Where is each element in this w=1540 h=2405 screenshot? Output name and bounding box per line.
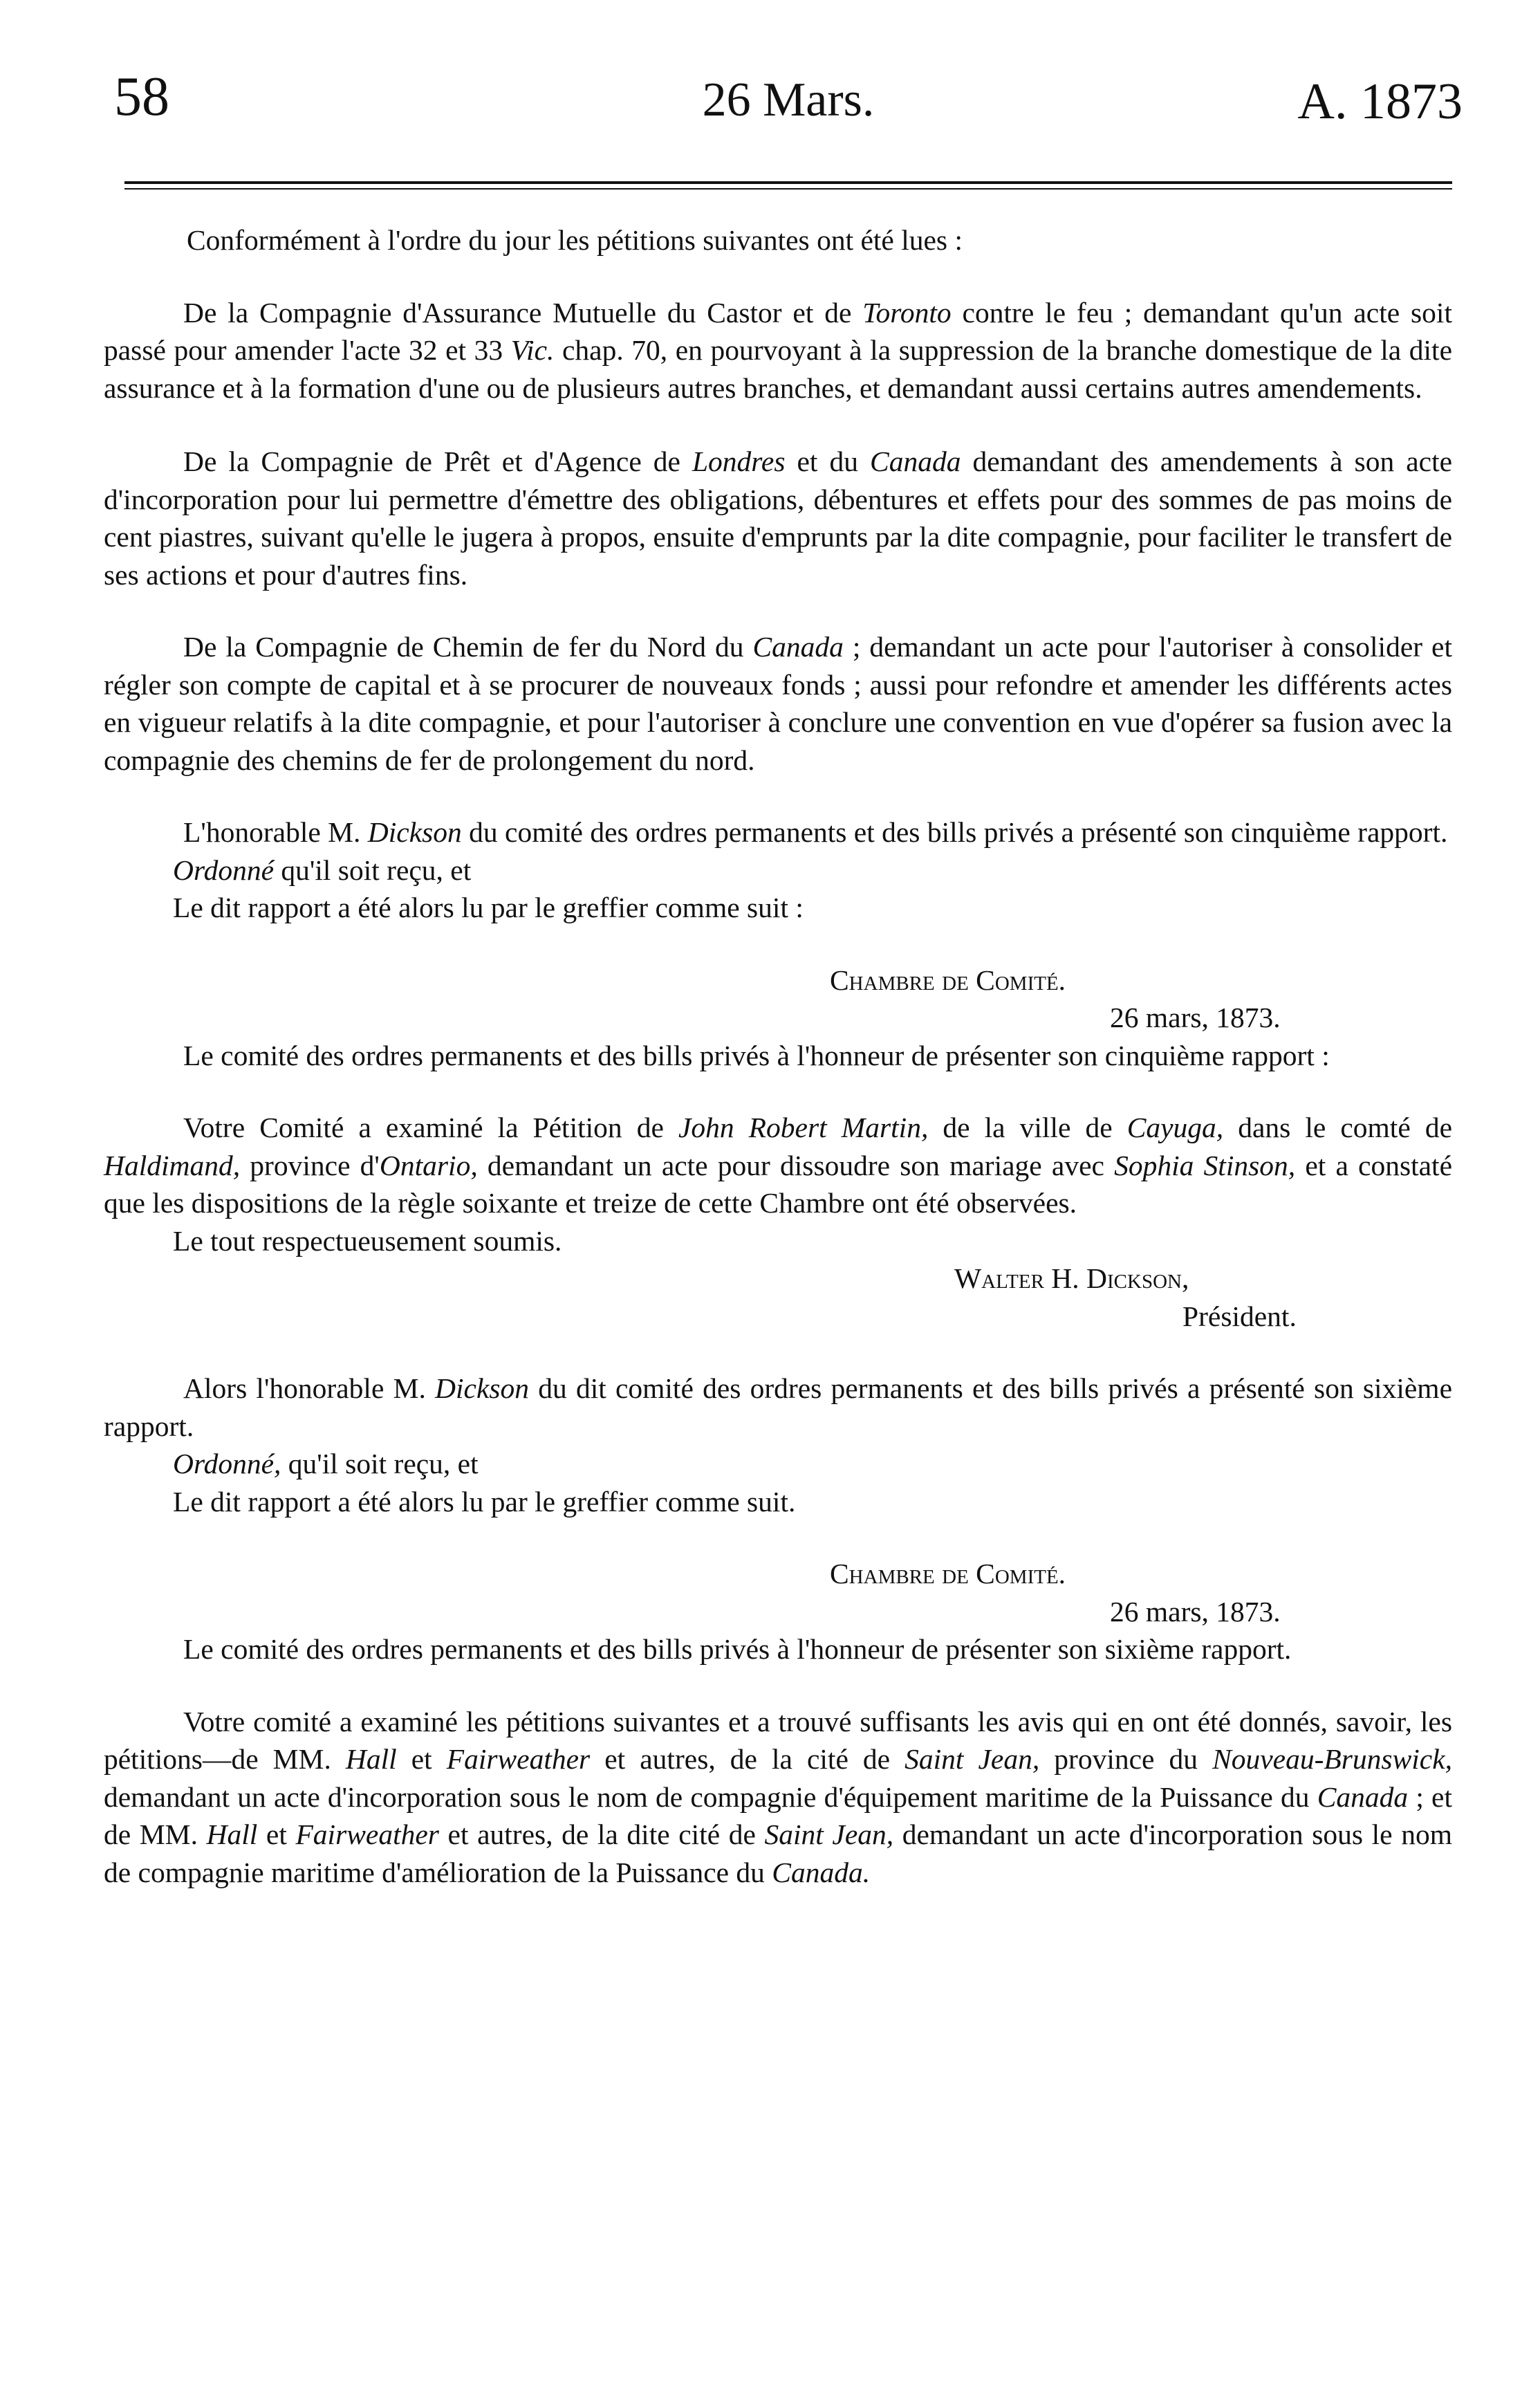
header-date: 26 Mars. [702, 73, 875, 127]
report1-body: Votre Comité a examiné la Pétition de John Robert Martin, de la ville de Cayuga, dans le comté de Haldimand, province d'Ontario, demandant un acte pour dissoudre son mariage avec Sophia Stinson, et a constaté que les dispositions de la règle soixante et treize de cette Chambre ont été observées. [104, 1112, 1453, 1219]
report1-intro: Le comité des ordres permanents et des bills privés à l'honneur de présenter son cinquième rapport : [183, 1039, 1330, 1071]
report1-chamber: Chambre de Comité. [830, 964, 1066, 996]
ordered-line: Ordonné qu'il soit reçu, et [173, 854, 472, 886]
report1-closing: Le tout respectueusement soumis. [173, 1224, 562, 1257]
report1-date: 26 mars, 1873. [1110, 1002, 1281, 1033]
report1-signer: Walter H. Dickson, [954, 1262, 1189, 1294]
read-line: Le dit rapport a été alors lu par le greffier comme suit : [173, 892, 804, 923]
report2-body: Votre comité a examiné les pétitions suivantes et a trouvé suffisants les avis qui en ont été donnés, savoir, les pétitions—de MM. Hall et Fairweather et autres, de la cité de Saint Jean, province du Nouveau-Brunswick, demandant un acte d'incorporation sous le nom de compagnie d'équipement maritime de la Puissance du Canada ; et de MM. Hall et Fairweather et autres, de la dite cité de Saint Jean, demandant un acte d'incorporation sous le nom de compagnie maritime d'amélioration de la Puissance du Canada. [104, 1705, 1452, 1888]
read-line-2: Le dit rapport a été alors lu par le greffier comme suit. [173, 1485, 796, 1518]
header-rule-thin [124, 188, 1452, 190]
header-year: A. 1873 [1297, 73, 1463, 130]
report2-intro: Le comité des ordres permanents et des bills privés à l'honneur de présenter son sixième rapport. [183, 1633, 1292, 1665]
page-number: 58 [114, 66, 169, 127]
paragraph-fifth-report: L'honorable M. Dickson du comité des ordres permanents et des bills privés a présenté son cinquième rapport. [183, 816, 1448, 848]
document-body [104, 221, 1452, 1891]
header-rule [124, 181, 1452, 184]
report1-signer-title: Président. [1182, 1300, 1297, 1332]
paragraph-petition-castor: De la Compagnie d'Assurance Mutuelle du Castor et de Toronto contre le feu ; demandant qu'un acte soit passé pour amender l'acte 32 et 33 Vic. chap. 70, en pourvoyant à la suppression de la branche domestique de la dite assurance et à la formation d'une ou de plusieurs autres branches, et demandant aussi certains autres amendements. [104, 296, 1452, 404]
page-header [114, 66, 1463, 145]
paragraph-petition-northern-railway: De la Compagnie de Chemin de fer du Nord du Canada ; demandant un acte pour l'autoriser à consolider et régler son compte de capital et à se procurer de nouveaux fonds ; aussi pour refondre et amender les différents actes en vigueur relatifs à la dite compagnie, et pour l'autoriser à conclure une convention en vue d'opérer sa fusion avec la compagnie des chemins de fer de prolongement du nord. [104, 631, 1452, 776]
paragraph-sixth-report: Alors l'honorable M. Dickson du dit comité des ordres permanents et des bills privés a présenté son sixième rapport. [104, 1372, 1452, 1442]
ordered-line-2: Ordonné, qu'il soit reçu, et [173, 1448, 479, 1480]
paragraph-order-of-day: Conformément à l'ordre du jour les pétitions suivantes ont été lues : [187, 224, 963, 256]
report2-chamber: Chambre de Comité. [830, 1558, 1066, 1589]
paragraph-petition-london-loan: De la Compagnie de Prêt et d'Agence de Londres et du Canada demandant des amendements à son acte d'incorporation pour lui permettre d'émettre des obligations, débentures et effets pour des sommes de pas moins de cent piastres, suivant qu'elle le jugera à propos, ensuite d'emprunts par la dite compagnie, pour faciliter le transfert de ses actions et pour d'autres fins. [104, 445, 1453, 591]
report2-date: 26 mars, 1873. [1110, 1595, 1281, 1628]
